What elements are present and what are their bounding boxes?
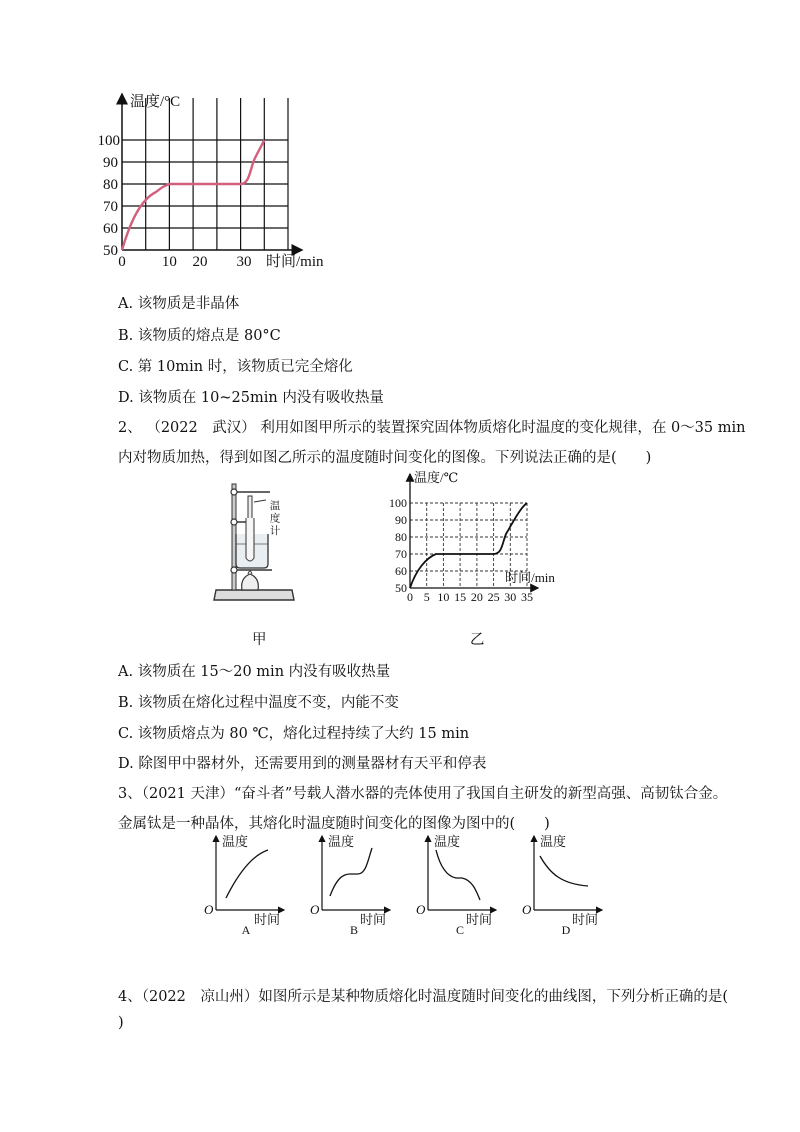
q1-xtick-label: 10 — [161, 254, 177, 270]
q2-option-c: C. 该物质熔点为 80 ℃，熔化过程持续了大约 15 min — [118, 726, 470, 742]
q2-ytick-label: 80 — [395, 530, 407, 544]
q2-option-b: B. 该物质在熔化过程中温度不变，内能不变 — [118, 695, 399, 711]
q2-ytick-label: 100 — [389, 496, 407, 510]
q3-graph-ylabel: 温度 — [328, 834, 355, 849]
q1-ytick-label: 90 — [103, 155, 118, 171]
q3-graph-d — [522, 834, 602, 937]
q3-graph-ylabel: 温度 — [434, 834, 461, 849]
q3-graph-a — [204, 834, 284, 937]
q3-graph-ylabel: 温度 — [540, 834, 567, 849]
q1-xtick-label: 20 — [192, 254, 208, 270]
q3-graph-label: D — [561, 923, 571, 937]
q2-apparatus-figure — [210, 474, 300, 606]
q2-temperature-chart — [378, 470, 558, 605]
q1-option-c: C. 第 10min 时，该物质已完全熔化 — [118, 359, 353, 375]
q3-stem-line2: 金属钛是一种晶体，其熔化时温度随时间变化的图像为图中的( ) — [118, 816, 550, 832]
q1-ylabel: 温度/°C — [130, 94, 181, 110]
q3-graph-xlabel: 时间 — [360, 912, 387, 927]
q3-graph-ylabel: 温度 — [222, 834, 249, 849]
q2-xtick-label: 25 — [487, 590, 500, 604]
q3-graph-b — [310, 834, 390, 937]
q2-stem-line1: 2、 （2022 武汉） 利用如图甲所示的装置探究固体物质熔化时温度的变化规律，在 0～35 min — [118, 420, 746, 436]
q1-ytick-label: 100 — [97, 133, 120, 149]
q2-xlabel: 时间/min — [505, 570, 555, 585]
q1-option-a: A. 该物质是非晶体 — [118, 296, 240, 312]
q3-graph-xlabel: 时间 — [466, 912, 493, 927]
q1-option-d: D. 该物质在 10~25min 内没有吸收热量 — [118, 390, 384, 406]
thermometer-label: 温度计 — [268, 500, 280, 538]
q3-graph-label: C — [455, 923, 465, 937]
q1-ytick-label: 80 — [103, 177, 118, 193]
q1-temperature-chart — [97, 88, 340, 273]
q4-stem-line1: 4、（2022 凉山州）如图所示是某种物质熔化时温度随时间变化的曲线图，下列分析正确的是( — [118, 989, 729, 1005]
q1-grid — [122, 98, 288, 250]
q2-xtick-label: 20 — [470, 590, 483, 604]
q1-xlabel: 时间/min — [266, 254, 324, 270]
q2-ytick-label: 70 — [395, 547, 407, 561]
q1-option-b: B. 该物质的熔点是 80°C — [118, 328, 281, 344]
q1-xtick-label: 0 — [118, 254, 126, 270]
q3-graph-xlabel: 时间 — [254, 912, 281, 927]
q2-xtick-label: 5 — [423, 590, 430, 604]
q2-xtick-label: 35 — [521, 590, 533, 604]
q2-ytick-label: 60 — [395, 564, 407, 578]
q2-ytick-label: 90 — [395, 513, 407, 527]
q1-xtick-label: 30 — [236, 254, 252, 270]
q3-graph-origin: O — [522, 902, 532, 917]
q3-stem-line1: 3、（2021 天津）“奋斗者”号载人潜水器的壳体使用了我国自主研发的新型高强、高韧钛合金。 — [118, 786, 728, 802]
q1-ytick-label: 70 — [103, 199, 118, 215]
q2-xtick-label: 30 — [504, 590, 517, 604]
q2-ylabel: 温度/℃ — [414, 470, 459, 485]
q2-option-a: A. 该物质在 15～20 min 内没有吸收热量 — [118, 664, 391, 680]
q3-graph-options — [196, 830, 616, 938]
q3-graph-c — [416, 834, 496, 937]
q2-caption-yi: 乙 — [470, 632, 485, 648]
q1-ytick-label: 50 — [103, 243, 118, 259]
q2-xtick-label: 0 — [407, 590, 413, 604]
q2-option-d: D. 除图甲中器材外，还需要用到的测量器材有天平和停表 — [118, 756, 487, 772]
q1-ytick-label: 60 — [103, 221, 118, 237]
q2-xtick-label: 15 — [454, 590, 467, 604]
q3-graph-origin: O — [416, 902, 426, 917]
q3-graph-label: B — [349, 923, 359, 937]
q3-graph-xlabel: 时间 — [572, 912, 599, 927]
q3-graph-label: A — [241, 923, 251, 937]
q2-caption-jia: 甲 — [252, 632, 267, 648]
q3-graph-origin: O — [310, 902, 320, 917]
q2-stem-line2: 内对物质加热，得到如图乙所示的温度随时间变化的图像。下列说法正确的是( ) — [118, 450, 652, 466]
q2-xtick-label: 10 — [437, 590, 450, 604]
q4-stem-line2: ) — [118, 1015, 124, 1031]
q2-ytick-label: 50 — [395, 581, 407, 595]
q3-graph-origin: O — [204, 902, 214, 917]
